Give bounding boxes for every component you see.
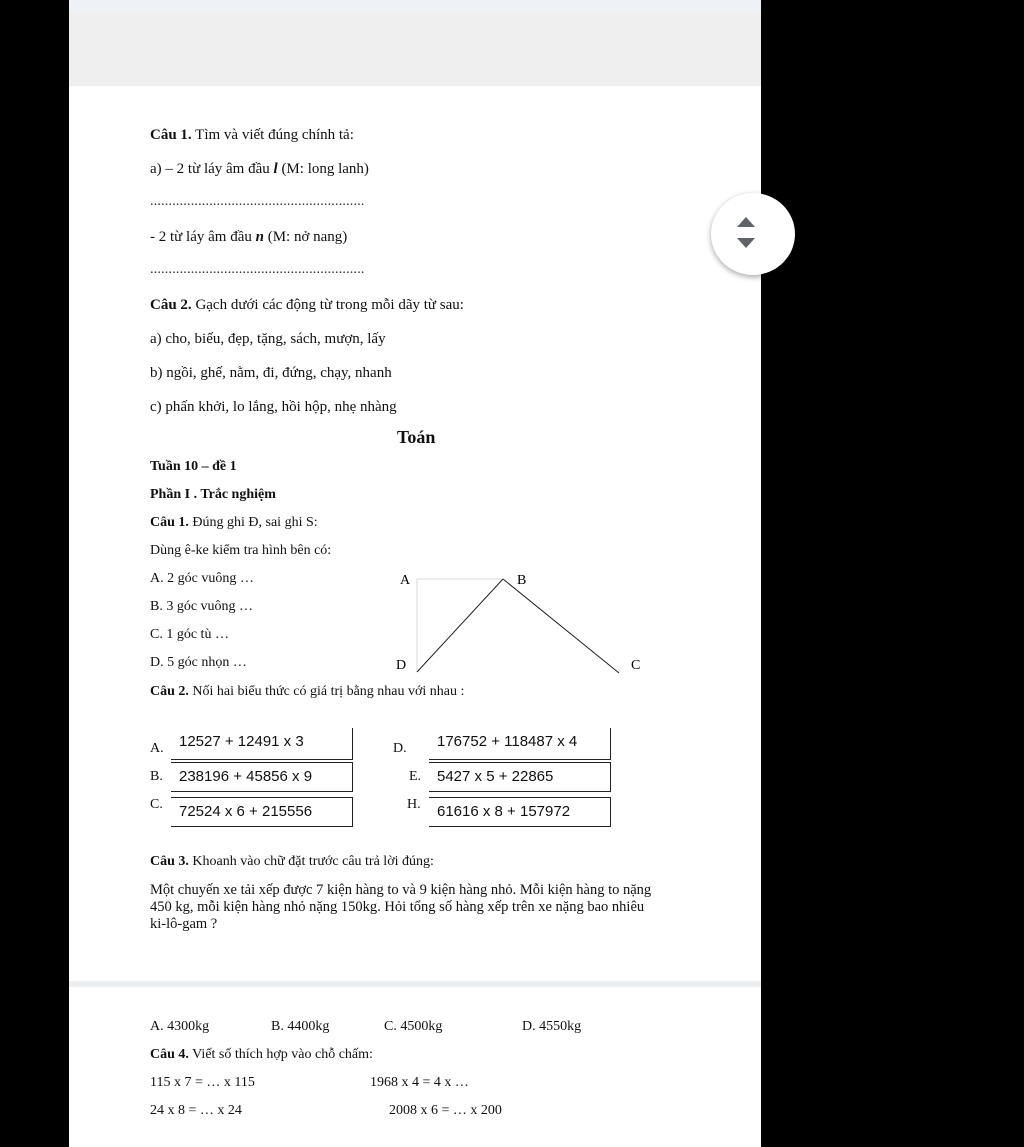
q3-problem-line-1: Một chuyến xe tải xếp được 7 kiện hàng to và 9 kiện hàng nhỏ. Mỗi kiện hàng to nặng [150,882,652,898]
expr-label-d: D. [393,741,407,756]
q2-text: Gạch dưới các động từ trong mỗi dãy từ sau: [191,297,464,313]
option-d: D. 5 góc nhọn … [150,655,247,670]
expr-box-a: 12527 + 12491 x 3 [171,728,353,760]
vertex-a: A [400,573,411,588]
q4-item-2: 1968 x 4 = 4 x … [370,1075,469,1090]
viewer-top-strip [69,0,761,12]
expr-label-c: C. [150,797,163,812]
m-q1-text: Đúng ghi Đ, sai ghi S: [188,515,318,530]
option-c: C. 1 góc tù … [150,627,229,642]
document-page [69,0,761,1147]
answer-dots-1: .......................................................... [150,194,365,209]
m-q3-line [150,853,434,871]
edge-bc [503,579,619,673]
q2-line [150,296,464,314]
q2-b: b) ngồi, ghế, nằm, đi, đứng, chạy, nhanh [150,365,392,381]
page-nav-control [711,193,795,275]
chevron-down-icon[interactable] [737,238,755,248]
m-q2-heading: Câu 2. [150,684,189,699]
m-q3-heading: Câu 3. [150,854,189,869]
answer-a: A. 4300kg [150,1019,210,1034]
page-header-band [69,12,761,86]
answer-c: C. 4500kg [384,1019,443,1034]
q4-item-4: 2008 x 6 = … x 200 [389,1103,502,1118]
expr-label-b: B. [150,769,163,784]
expr-box-h: 61616 x 8 + 157972 [429,797,611,827]
option-b: B. 3 góc vuông … [150,599,254,614]
m-q1-line [150,514,318,532]
m-q4-line [150,1046,373,1064]
q1-line [150,126,354,144]
q2-heading: Câu 2. [150,297,192,313]
q1-b-letter: n [255,229,264,245]
q1-a-line [150,160,369,178]
expr-label-h: H. [407,797,421,812]
m-q2-line [150,683,464,701]
answer-d: D. 4550kg [522,1019,582,1034]
math-title: Toán [397,427,436,447]
q1-a-prefix: a) – 2 từ láy âm đầu [150,161,274,177]
m-q4-heading: Câu 4. [150,1047,189,1062]
q4-item-3: 24 x 8 = … x 24 [150,1103,242,1118]
expr-box-c: 72524 x 6 + 215556 [171,797,353,827]
m-q4-text: Viết số thích hợp vào chỗ chấm: [188,1047,373,1062]
m-q1-heading: Câu 1. [150,515,189,530]
m-q3-text: Khoanh vào chữ đặt trước câu trả lời đúng: [188,854,434,869]
vertex-d: D [396,658,407,673]
q1-b-example: (M: nở nang) [263,229,348,245]
q1-b-prefix: - 2 từ láy âm đầu [150,229,256,245]
q2-c: c) phấn khởi, lo lắng, hồi hộp, nhẹ nhàng [150,399,397,415]
expr-box-b: 238196 + 45856 x 9 [171,762,353,792]
expr-label-a: A. [150,741,164,756]
answer-b: B. 4400kg [271,1019,330,1034]
q1-heading: Câu 1. [150,127,192,143]
part-label: Phần I . Trắc nghiệm [150,487,276,502]
vertex-b: B [517,573,527,588]
expr-box-e: 5427 x 5 + 22865 [429,762,611,792]
edge-db [417,579,503,672]
expr-label-e: E. [409,769,422,784]
m-q1-sub: Dùng ê-ke kiểm tra hình bên có: [150,543,332,558]
q1-text: Tìm và viết đúng chính tả: [191,127,354,143]
q4-item-1: 115 x 7 = … x 115 [150,1075,255,1090]
q1-b-line [150,228,347,246]
chevron-up-icon[interactable] [737,217,755,227]
q2-a: a) cho, biếu, đẹp, tặng, sách, mượn, lấy [150,331,386,347]
week-label: Tuần 10 – đề 1 [150,459,237,474]
q1-a-letter: l [273,161,278,177]
q3-problem-line-2: 450 kg, mỗi kiện hàng nhỏ nặng 150kg. Hỏi tổng số hàng xếp trên xe nặng bao nhiêu [150,899,645,915]
page-separator [69,981,761,987]
answer-dots-2: .......................................................... [150,262,365,277]
q3-problem [150,882,670,933]
vertex-c: C [631,658,641,673]
q1-a-example: (M: long lanh) [277,161,369,177]
expr-box-d: 176752 + 118487 x 4 [429,728,611,760]
geometry-figure [389,568,649,680]
q3-problem-line-3: ki-lô-gam ? [150,916,218,932]
option-a: A. 2 góc vuông … [150,571,254,586]
m-q2-text: Nối hai biểu thức có giá trị bằng nhau với nhau : [188,684,465,699]
